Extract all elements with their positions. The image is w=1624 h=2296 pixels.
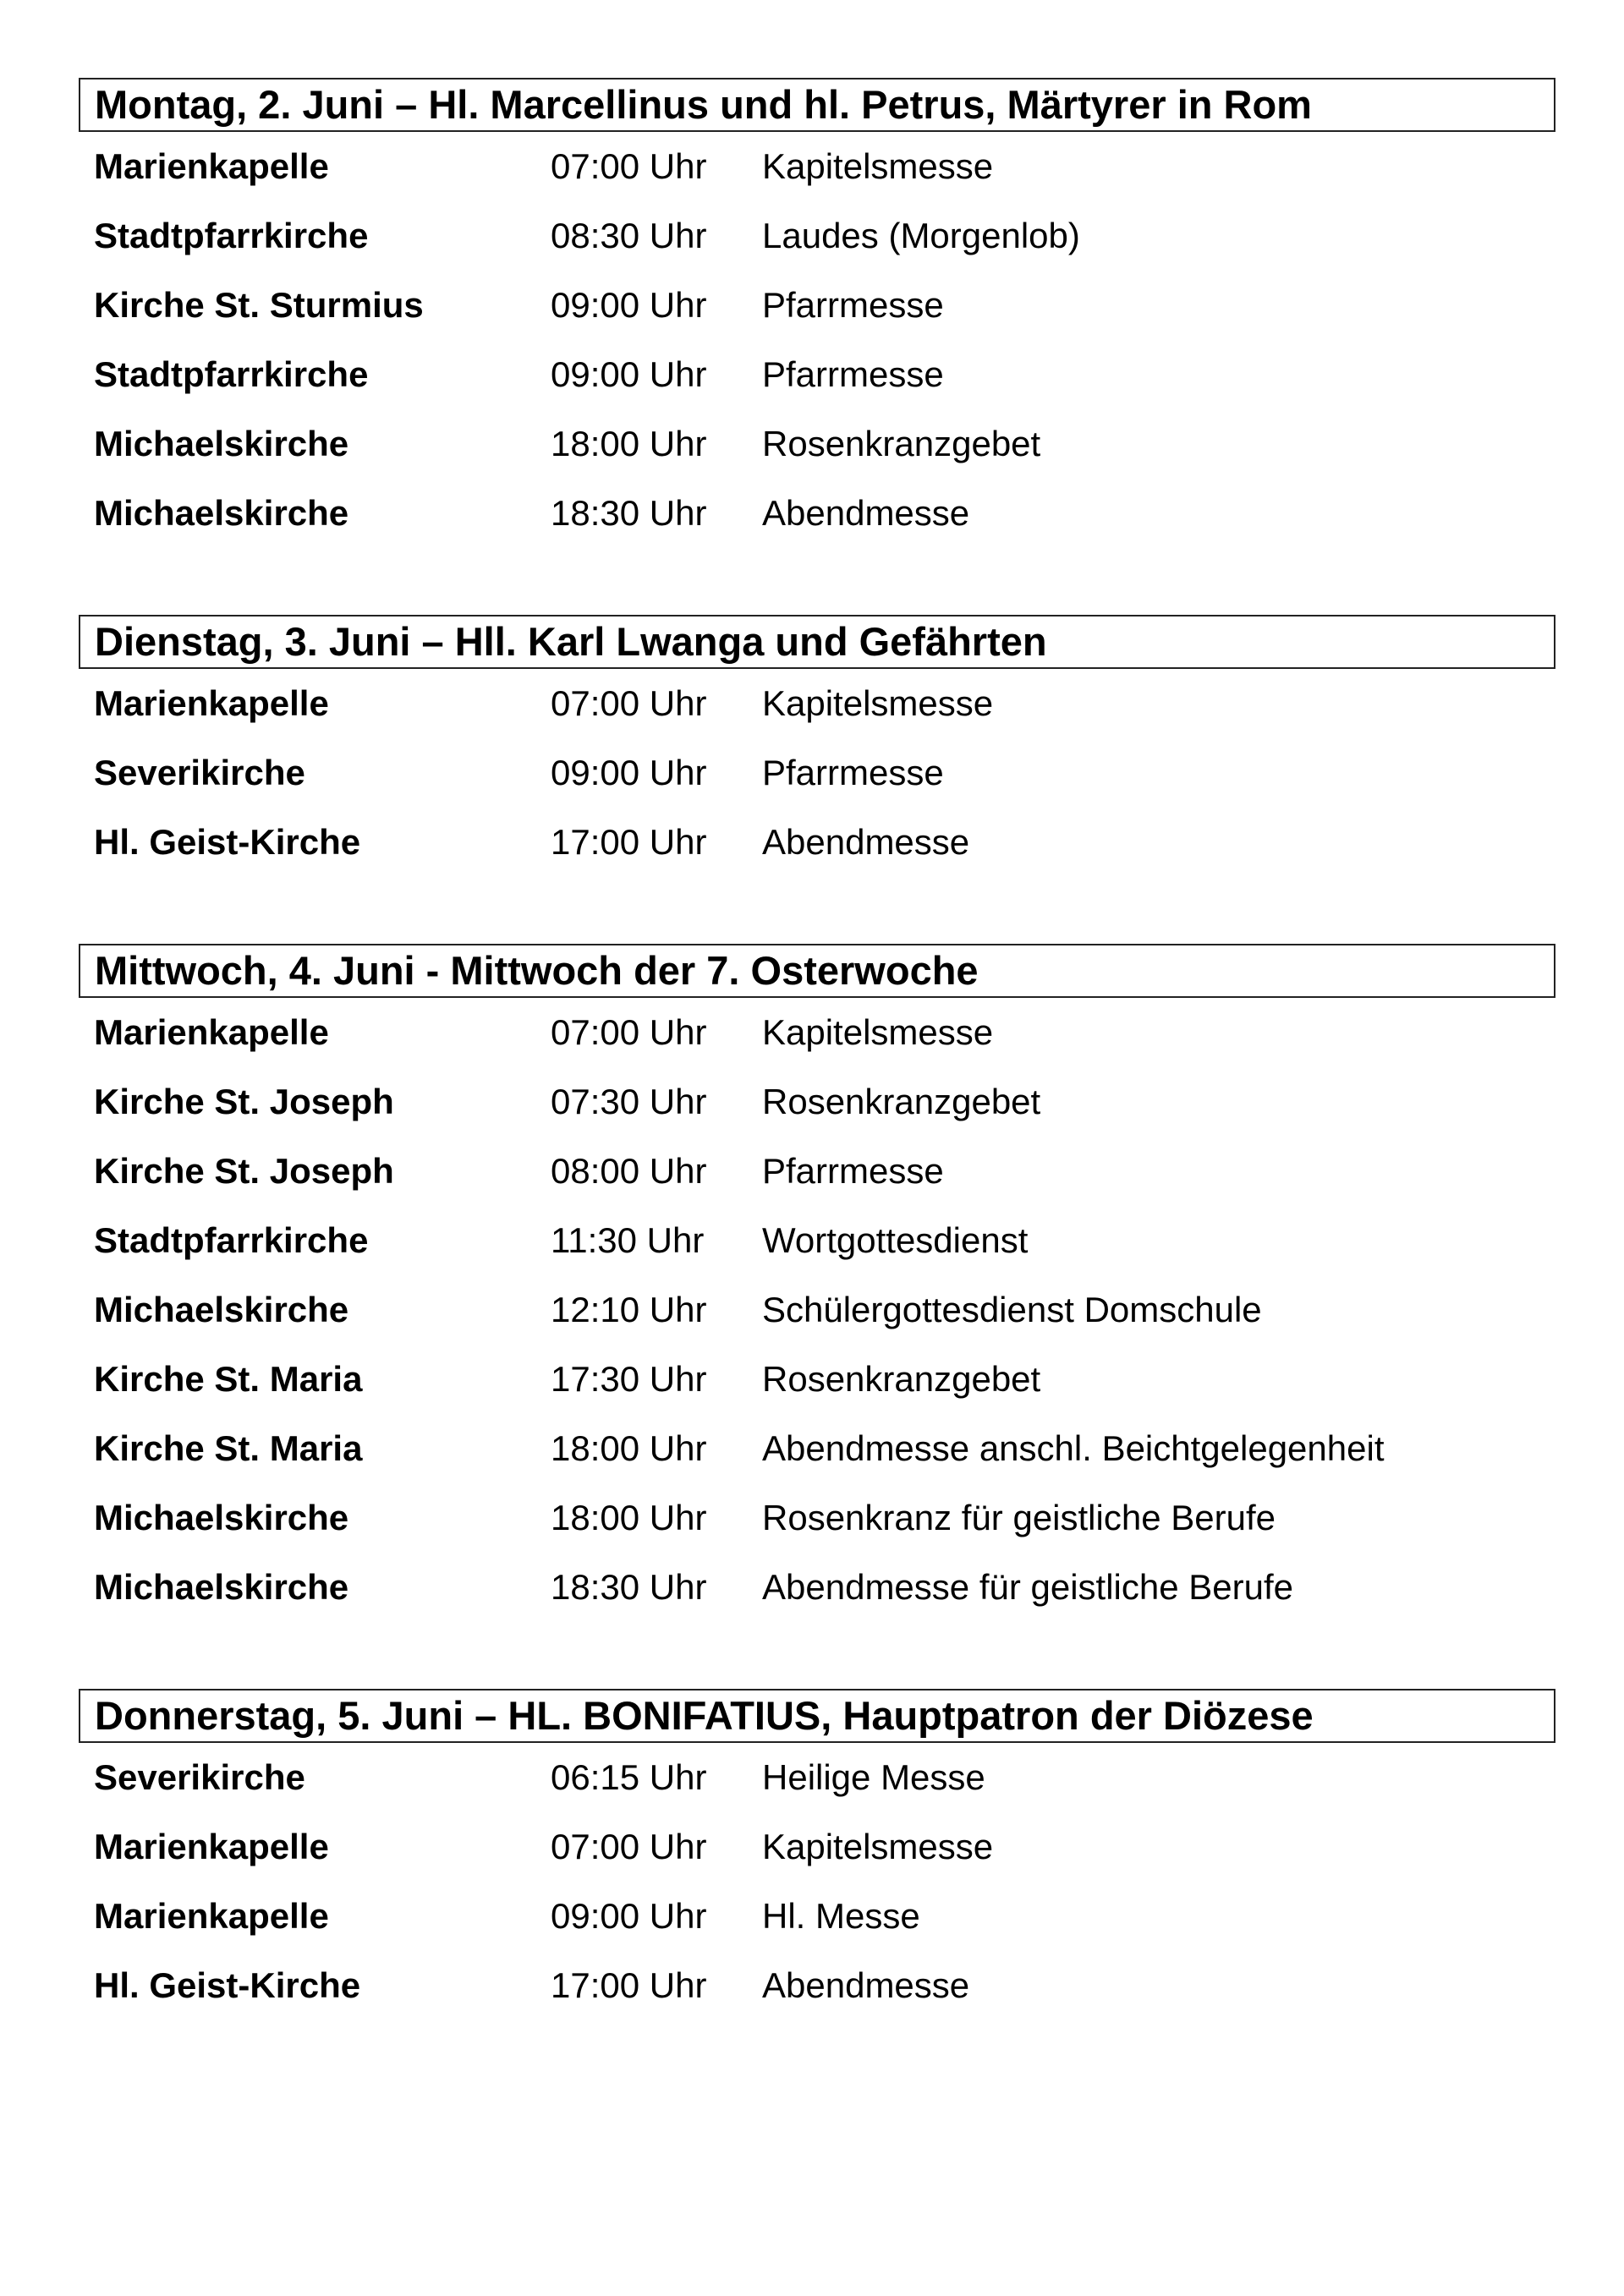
service-row [79, 1275, 1555, 1345]
service-time: 09:00 Uhr [551, 285, 707, 325]
day-section-wednesday [79, 944, 1555, 1622]
service-time: 07:00 Uhr [551, 146, 707, 186]
church-name: Michaelskirche [94, 1567, 349, 1607]
service-row [79, 669, 1555, 738]
service-row [79, 998, 1555, 1067]
service-time: 18:00 Uhr [551, 1428, 707, 1468]
service-time: 17:00 Uhr [551, 1965, 707, 2005]
service-description: Abendmesse [762, 1965, 970, 2005]
service-description: Laudes (Morgenlob) [762, 216, 1080, 255]
church-name: Marienkapelle [94, 1827, 329, 1866]
day-header: Montag, 2. Juni – Hl. Marcellinus und hl. Petrus, Märtyrer in Rom [79, 78, 1555, 132]
church-name: Hl. Geist-Kirche [94, 822, 361, 862]
day-header: Dienstag, 3. Juni – Hll. Karl Lwanga und Gefährten [79, 615, 1555, 669]
church-name: Marienkapelle [94, 146, 329, 186]
service-row [79, 1345, 1555, 1414]
day-section-tuesday [79, 615, 1555, 877]
service-row [79, 1067, 1555, 1137]
service-row [79, 132, 1555, 201]
service-description: Abendmesse anschl. Beichtgelegenheit [762, 1428, 1385, 1468]
church-name: Stadtpfarrkirche [94, 216, 369, 255]
service-description: Hl. Messe [762, 1896, 920, 1936]
service-list [79, 132, 1555, 548]
day-section-monday [79, 78, 1555, 548]
day-section-thursday [79, 1689, 1555, 2020]
church-name: Kirche St. Joseph [94, 1082, 394, 1121]
service-description: Schülergottesdienst Domschule [762, 1290, 1262, 1329]
church-name: Marienkapelle [94, 1012, 329, 1052]
church-name: Marienkapelle [94, 1896, 329, 1936]
church-name: Kirche St. Joseph [94, 1151, 394, 1191]
service-row [79, 1553, 1555, 1622]
service-time: 09:00 Uhr [551, 354, 707, 394]
service-row [79, 1414, 1555, 1483]
service-description: Abendmesse [762, 493, 970, 533]
service-description: Kapitelsmesse [762, 1827, 994, 1866]
church-name: Stadtpfarrkirche [94, 354, 369, 394]
service-row [79, 479, 1555, 548]
service-time: 17:00 Uhr [551, 822, 707, 862]
service-time: 08:30 Uhr [551, 216, 707, 255]
service-row [79, 738, 1555, 808]
service-time: 09:00 Uhr [551, 1896, 707, 1936]
service-row [79, 1483, 1555, 1553]
service-description: Pfarrmesse [762, 354, 944, 394]
service-time: 07:00 Uhr [551, 1827, 707, 1866]
service-description: Pfarrmesse [762, 753, 944, 792]
service-row [79, 1812, 1555, 1882]
church-name: Marienkapelle [94, 683, 329, 723]
service-description: Rosenkranzgebet [762, 424, 1041, 463]
service-time: 07:00 Uhr [551, 1012, 707, 1052]
day-header: Donnerstag, 5. Juni – HL. BONIFATIUS, Hauptpatron der Diözese [79, 1689, 1555, 1743]
service-row [79, 1743, 1555, 1812]
service-row [79, 1137, 1555, 1206]
church-name: Hl. Geist-Kirche [94, 1965, 361, 2005]
service-time: 11:30 Uhr [551, 1220, 705, 1260]
service-time: 06:15 Uhr [551, 1757, 707, 1797]
church-name: Michaelskirche [94, 493, 349, 533]
service-description: Pfarrmesse [762, 285, 944, 325]
service-row [79, 271, 1555, 340]
church-name: Kirche St. Maria [94, 1359, 363, 1399]
service-row [79, 1951, 1555, 2020]
service-time: 17:30 Uhr [551, 1359, 707, 1399]
service-description: Wortgottesdienst [762, 1220, 1029, 1260]
service-row [79, 1206, 1555, 1275]
day-header: Mittwoch, 4. Juni - Mittwoch der 7. Osterwoche [79, 944, 1555, 998]
service-list [79, 998, 1555, 1622]
service-row [79, 340, 1555, 409]
service-list [79, 669, 1555, 877]
service-description: Abendmesse [762, 822, 970, 862]
service-description: Rosenkranz für geistliche Berufe [762, 1498, 1276, 1537]
service-time: 18:30 Uhr [551, 1567, 707, 1607]
service-time: 09:00 Uhr [551, 753, 707, 792]
church-name: Kirche St. Maria [94, 1428, 363, 1468]
service-time: 18:00 Uhr [551, 1498, 707, 1537]
service-row [79, 201, 1555, 271]
service-time: 12:10 Uhr [551, 1290, 707, 1329]
service-time: 18:30 Uhr [551, 493, 707, 533]
service-description: Kapitelsmesse [762, 146, 994, 186]
church-name: Michaelskirche [94, 1498, 349, 1537]
service-time: 08:00 Uhr [551, 1151, 707, 1191]
service-row [79, 1882, 1555, 1951]
service-time: 18:00 Uhr [551, 424, 707, 463]
service-row [79, 808, 1555, 877]
church-name: Severikirche [94, 1757, 305, 1797]
church-name: Michaelskirche [94, 1290, 349, 1329]
church-name: Kirche St. Sturmius [94, 285, 424, 325]
service-description: Kapitelsmesse [762, 1012, 994, 1052]
service-description: Kapitelsmesse [762, 683, 994, 723]
service-time: 07:00 Uhr [551, 683, 707, 723]
church-name: Stadtpfarrkirche [94, 1220, 369, 1260]
service-time: 07:30 Uhr [551, 1082, 707, 1121]
service-description: Rosenkranzgebet [762, 1082, 1041, 1121]
service-row [79, 409, 1555, 479]
service-description: Rosenkranzgebet [762, 1359, 1041, 1399]
service-description: Pfarrmesse [762, 1151, 944, 1191]
church-name: Severikirche [94, 753, 305, 792]
church-name: Michaelskirche [94, 424, 349, 463]
service-description: Heilige Messe [762, 1757, 985, 1797]
service-description: Abendmesse für geistliche Berufe [762, 1567, 1294, 1607]
service-list [79, 1743, 1555, 2020]
